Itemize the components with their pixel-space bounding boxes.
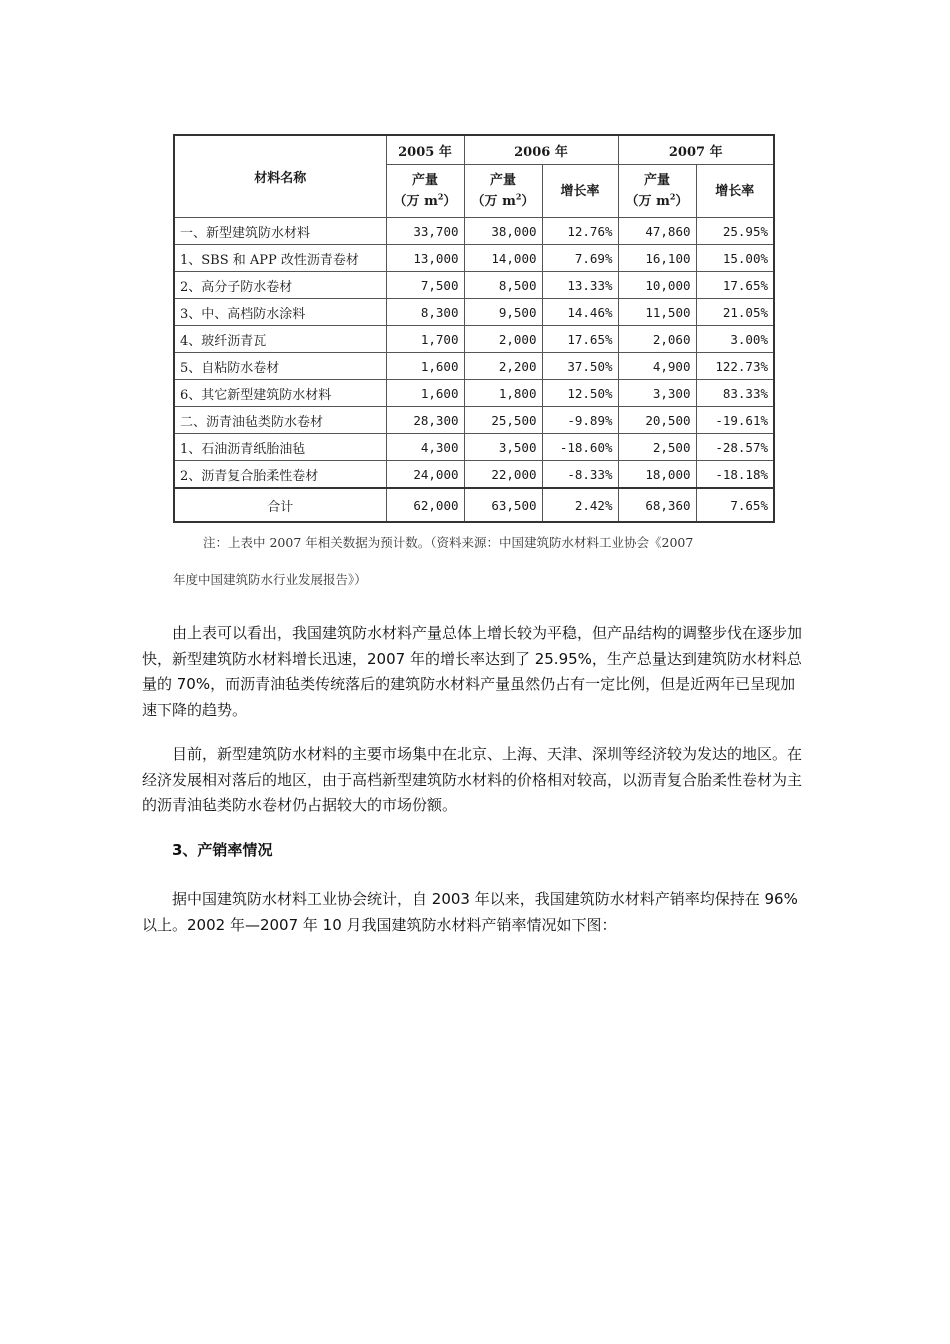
cell-material-name: 4、玻纤沥青瓦	[174, 326, 386, 353]
table-row	[174, 218, 774, 245]
production-table	[173, 134, 775, 523]
cell-g2007: 7.65%	[696, 488, 774, 522]
cell-v2006: 63,500	[464, 488, 542, 522]
cell-material-name: 6、其它新型建筑防水材料	[174, 380, 386, 407]
cell-v2007: 3,300	[618, 380, 696, 407]
header-growth-2007: 增长率	[696, 165, 774, 218]
table-row	[174, 353, 774, 380]
cell-v2005: 24,000	[386, 461, 464, 489]
header-growth-2006: 增长率	[542, 165, 618, 218]
cell-v2007: 2,500	[618, 434, 696, 461]
cell-v2005: 13,000	[386, 245, 464, 272]
header-output-2005	[386, 165, 464, 218]
cell-g2006: 37.50%	[542, 353, 618, 380]
cell-v2007: 47,860	[618, 218, 696, 245]
cell-material-name: 合计	[174, 488, 386, 522]
cell-v2007: 11,500	[618, 299, 696, 326]
production-table-figure	[173, 134, 773, 523]
table-row	[174, 407, 774, 434]
cell-g2006: 2.42%	[542, 488, 618, 522]
output-label: 产量	[489, 172, 516, 188]
cell-g2007: 21.05%	[696, 299, 774, 326]
note-line-2: 年度中国建筑防水行业发展报告》）	[173, 572, 367, 587]
table-row	[174, 299, 774, 326]
cell-material-name: 1、SBS 和 APP 改性沥青卷材	[174, 245, 386, 272]
cell-g2007: 17.65%	[696, 272, 774, 299]
cell-g2007: 83.33%	[696, 380, 774, 407]
header-year-2007: 2007 年	[618, 135, 774, 165]
header-year-2005: 2005 年	[386, 135, 464, 165]
cell-v2005: 1,600	[386, 380, 464, 407]
cell-v2005: 33,700	[386, 218, 464, 245]
header-output-2006	[464, 165, 542, 218]
cell-g2007: -28.57%	[696, 434, 774, 461]
cell-v2005: 8,300	[386, 299, 464, 326]
table-row	[174, 245, 774, 272]
cell-v2005: 1,600	[386, 353, 464, 380]
cell-g2007: 25.95%	[696, 218, 774, 245]
note-line-1: 注：上表中 2007 年相关数据为预计数。（资料来源：中国建筑防水材料工业协会《2007	[203, 535, 694, 550]
output-label: 产量	[411, 172, 438, 188]
table-row	[174, 326, 774, 353]
cell-g2007: -18.18%	[696, 461, 774, 489]
cell-v2007: 2,060	[618, 326, 696, 353]
section-heading-sales-rate: 3、产销率情况	[172, 841, 273, 859]
cell-v2005: 1,700	[386, 326, 464, 353]
cell-g2007: 122.73%	[696, 353, 774, 380]
cell-material-name: 2、沥青复合胎柔性卷材	[174, 461, 386, 489]
cell-v2005: 28,300	[386, 407, 464, 434]
cell-v2006: 9,500	[464, 299, 542, 326]
cell-material-name: 3、中、高档防水涂料	[174, 299, 386, 326]
cell-v2007: 18,000	[618, 461, 696, 489]
cell-v2007: 68,360	[618, 488, 696, 522]
cell-material-name: 二、沥青油毡类防水卷材	[174, 407, 386, 434]
unit-label: （万 $m^2$）	[471, 191, 535, 210]
table-source-note	[173, 524, 783, 598]
cell-g2006: 13.33%	[542, 272, 618, 299]
cell-g2007: 15.00%	[696, 245, 774, 272]
unit-label: （万 $m^2$）	[625, 191, 689, 210]
cell-g2006: 17.65%	[542, 326, 618, 353]
cell-v2006: 25,500	[464, 407, 542, 434]
table-row	[174, 461, 774, 489]
table-row	[174, 272, 774, 299]
cell-v2005: 62,000	[386, 488, 464, 522]
cell-v2007: 16,100	[618, 245, 696, 272]
cell-v2006: 2,200	[464, 353, 542, 380]
cell-g2006: 12.50%	[542, 380, 618, 407]
cell-g2006: -18.60%	[542, 434, 618, 461]
cell-g2007: -19.61%	[696, 407, 774, 434]
table-row	[174, 434, 774, 461]
cell-v2005: 7,500	[386, 272, 464, 299]
cell-v2007: 20,500	[618, 407, 696, 434]
cell-v2006: 14,000	[464, 245, 542, 272]
cell-g2006: -8.33%	[542, 461, 618, 489]
cell-material-name: 5、自粘防水卷材	[174, 353, 386, 380]
output-label: 产量	[643, 172, 670, 188]
unit-label: （万 $m^2$）	[393, 191, 457, 210]
cell-v2005: 4,300	[386, 434, 464, 461]
table-header-row-years	[174, 135, 774, 165]
cell-v2006: 22,000	[464, 461, 542, 489]
table-row	[174, 380, 774, 407]
cell-g2006: 7.69%	[542, 245, 618, 272]
cell-v2007: 10,000	[618, 272, 696, 299]
table-body	[174, 218, 774, 523]
cell-material-name: 2、高分子防水卷材	[174, 272, 386, 299]
cell-v2006: 38,000	[464, 218, 542, 245]
table-total-row	[174, 488, 774, 522]
cell-v2006: 8,500	[464, 272, 542, 299]
cell-g2006: 12.76%	[542, 218, 618, 245]
cell-material-name: 1、石油沥青纸胎油毡	[174, 434, 386, 461]
paragraph-market: 目前，新型建筑防水材料的主要市场集中在北京、上海、天津、深圳等经济较为发达的地区。在经济发展相对落后的地区，由于高档新型建筑防水材料的价格相对较高，以沥青复合胎柔性卷材为主的沥青油毡类防水卷材仍占据较大的市场份额。	[142, 745, 803, 814]
cell-v2006: 1,800	[464, 380, 542, 407]
header-output-2007	[618, 165, 696, 218]
cell-v2006: 2,000	[464, 326, 542, 353]
cell-material-name: 一、新型建筑防水材料	[174, 218, 386, 245]
header-material-name: 材料名称	[174, 135, 386, 218]
paragraph-analysis: 由上表可以看出，我国建筑防水材料产量总体上增长较为平稳，但产品结构的调整步伐在逐步加快，新型建筑防水材料增长迅速，2007 年的增长率达到了 25.95%，生产总量达到建筑防水材料总量的 70%，而沥青油毡类传统落后的建筑防水材料产量虽然仍占有一定比例，但是近两年已呈现加速下降的趋势。	[142, 624, 803, 719]
cell-g2006: 14.46%	[542, 299, 618, 326]
paragraph-sales-rate: 据中国建筑防水材料工业协会统计，自 2003 年以来，我国建筑防水材料产销率均保持在 96%以上。2002 年—2007 年 10 月我国建筑防水材料产销率情况如下图：	[142, 890, 798, 934]
header-year-2006: 2006 年	[464, 135, 618, 165]
cell-v2007: 4,900	[618, 353, 696, 380]
cell-g2006: -9.89%	[542, 407, 618, 434]
cell-g2007: 3.00%	[696, 326, 774, 353]
cell-v2006: 3,500	[464, 434, 542, 461]
